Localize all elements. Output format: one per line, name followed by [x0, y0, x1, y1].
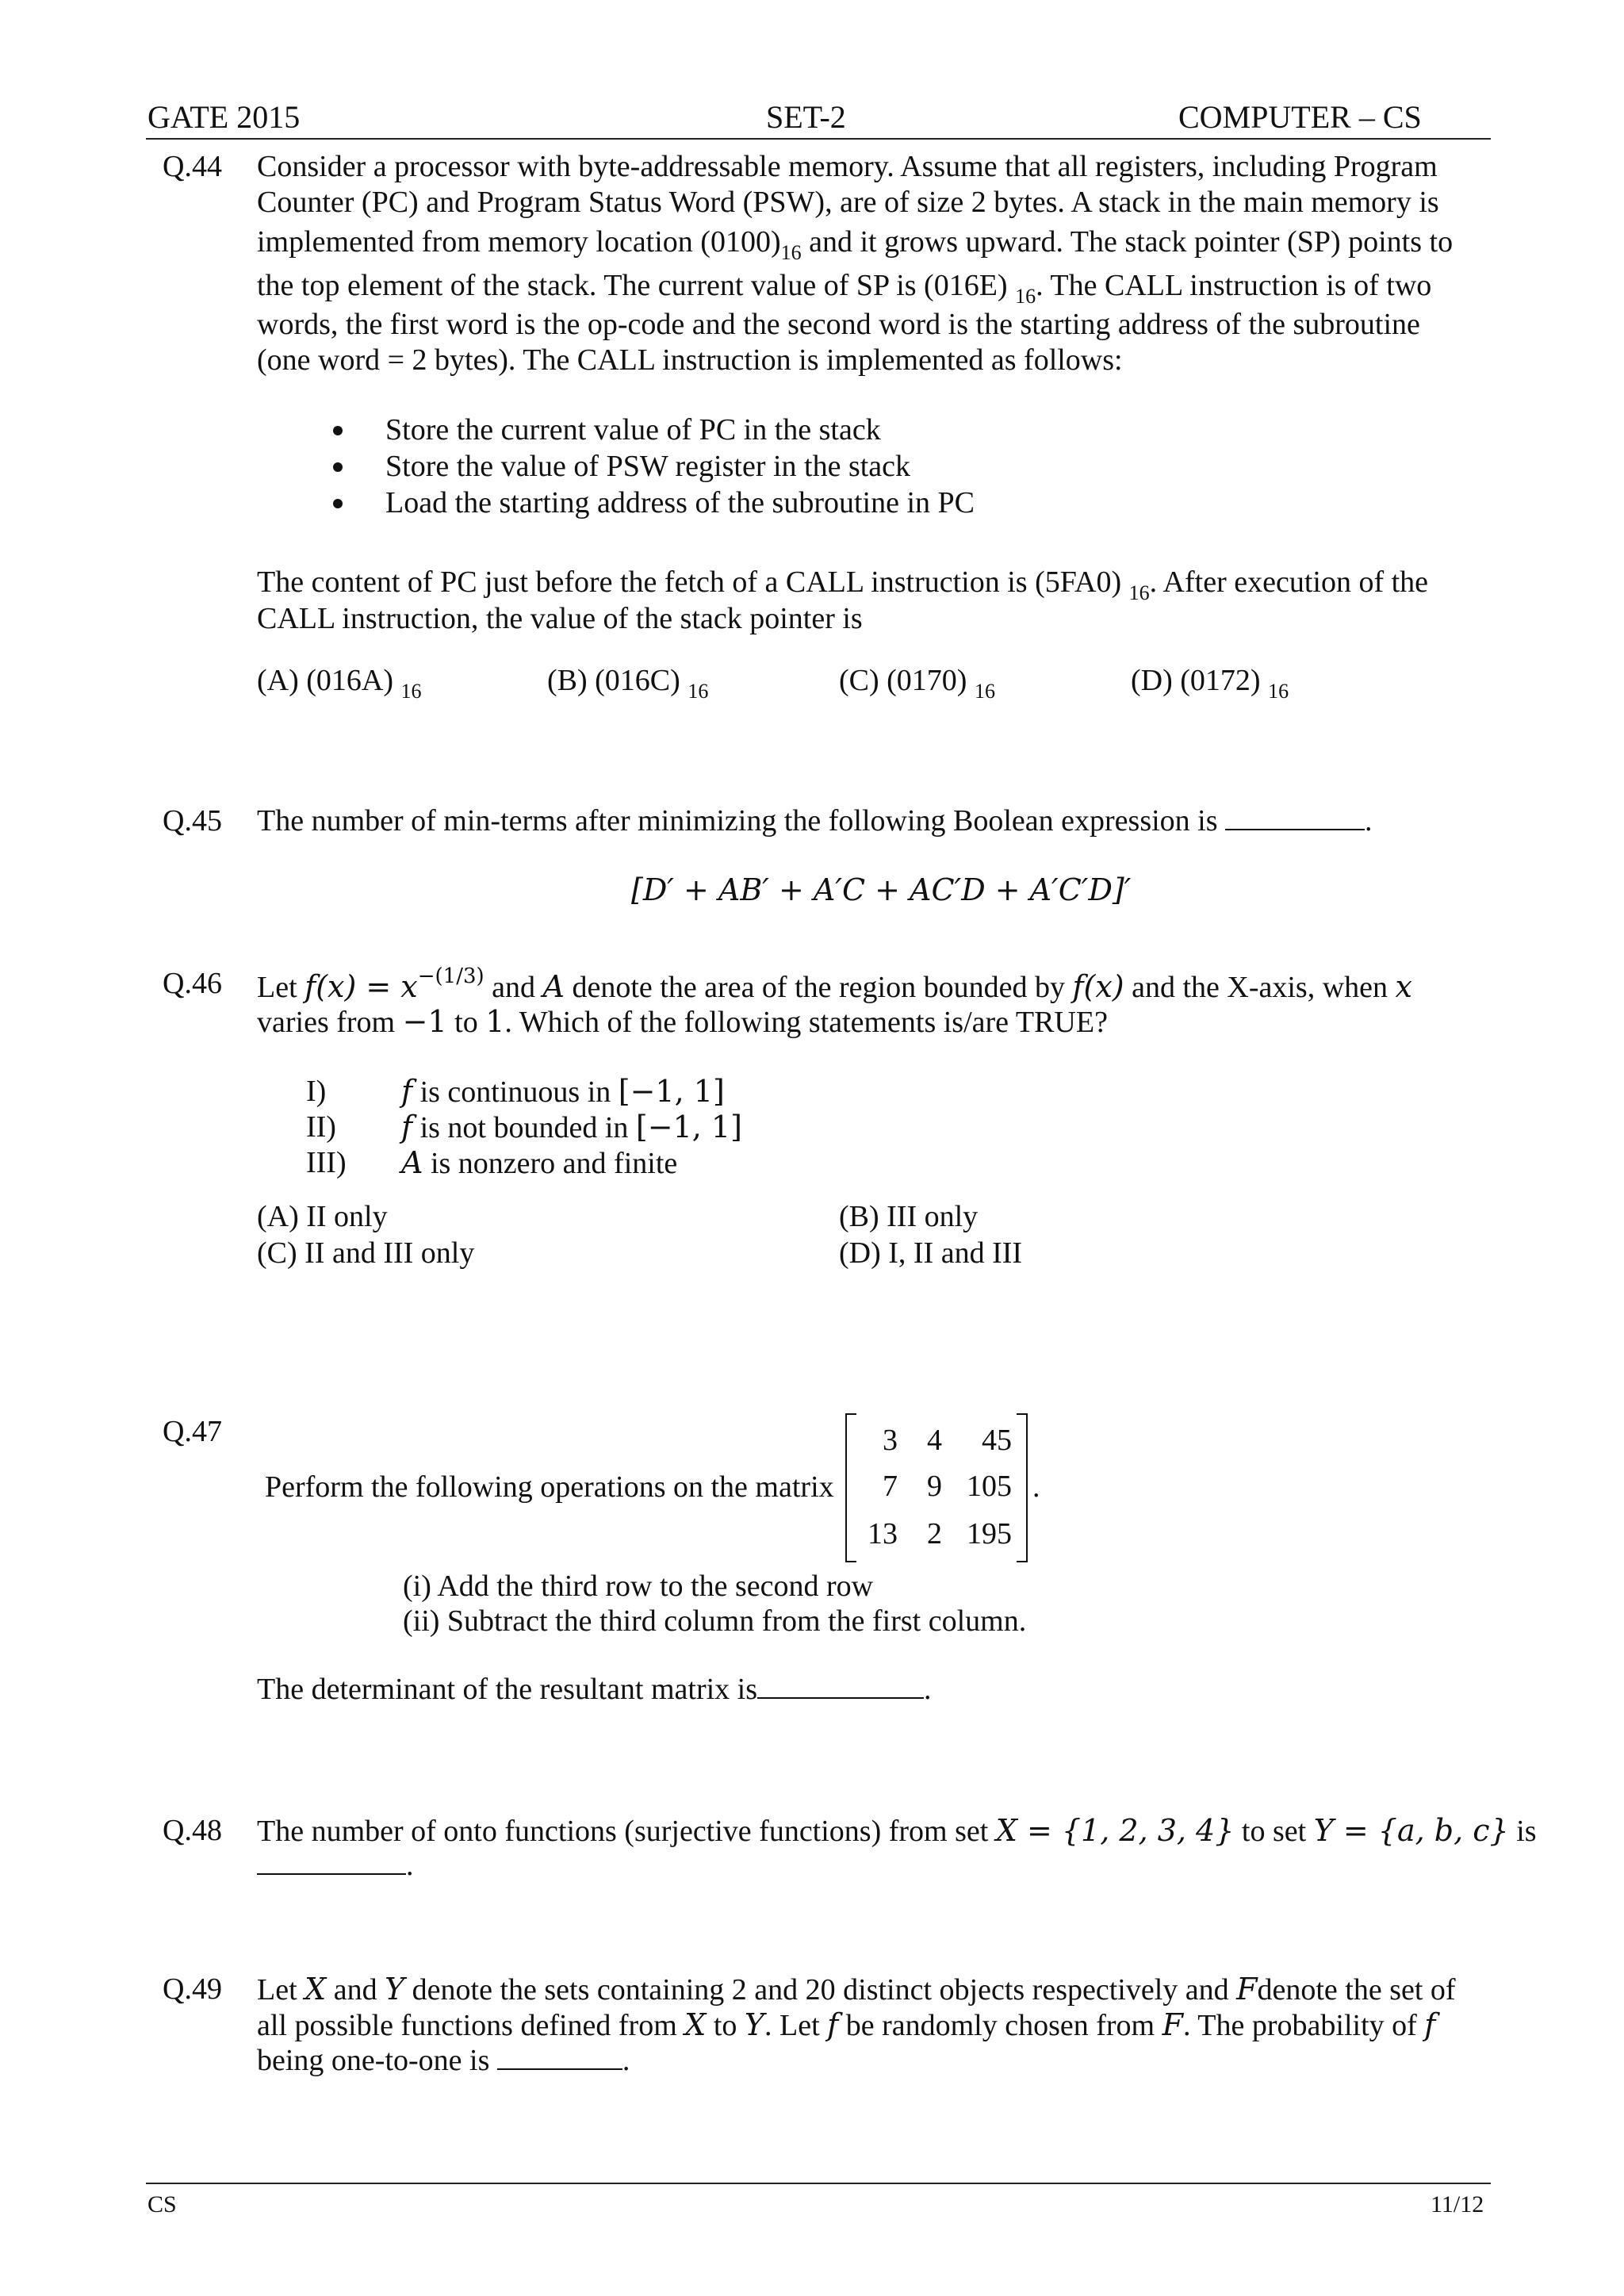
bullet-dot: [333, 462, 343, 472]
q45-text: The number of min-terms after minimizing the following Boolean expression is .: [257, 804, 1373, 838]
matrix-right-bracket: [1017, 1413, 1028, 1562]
q44-option-a: (A) (016A) $_{16}$: [257, 664, 422, 703]
matrix-cell: 2: [927, 1517, 942, 1550]
q46-statement-3: A is nonzero and finite: [401, 1145, 678, 1180]
matrix-cell: 4: [927, 1424, 942, 1457]
q47-op-2: (ii) Subtract the third column from the first column.: [403, 1604, 1027, 1638]
q48-line-1: The number of onto functions (surjective functions) from set X = {1, 2, 3, 4} to set Y = {a, b, c} is: [257, 1813, 1537, 1848]
q44-line-2: Counter (PC) and Program Status Word (PSW), are of size 2 bytes. A stack in the main memory is: [257, 186, 1439, 219]
q47-lead-text: Perform the following operations on the matrix: [265, 1470, 834, 1504]
q44-number: Q.44: [163, 150, 222, 183]
q48-line-2: .: [257, 1848, 414, 1884]
q49-number: Q.49: [163, 1972, 222, 2006]
q44-line-3: implemented from memory location $(0100)_{16}$ and it grows upward. The stack pointer (SP) points to: [257, 225, 1454, 264]
q46-statement-1: f is continuous in [−1, 1]: [401, 1074, 725, 1109]
q44-line-5: words, the first word is the op-code and the second word is the starting address of the subroutine: [257, 308, 1420, 341]
page-number: 11/12: [1431, 2191, 1484, 2217]
q46-line-1: Let $f(x) = x^{-(1/3)}$ and A denote the area of the region bounded by f(x) and the X-axis, when x: [257, 964, 1412, 1004]
q47-matrix: [845, 1413, 1028, 1559]
q46-statement-2-roman: II): [306, 1110, 336, 1144]
q47-number: Q.47: [163, 1415, 222, 1448]
q46-statement-2: f is not bounded in [−1, 1]: [401, 1110, 742, 1144]
q45-expression: [D′ + AB′ + A′C + AC′D + A′C′D]′: [631, 872, 1132, 907]
q46-statement-3-roman: III): [306, 1146, 347, 1179]
bullet-dot: [333, 499, 343, 508]
q46-number: Q.46: [163, 967, 222, 1000]
matrix-cell: 13: [868, 1517, 898, 1550]
header-set: SET-2: [766, 99, 846, 135]
bullet-dot: [333, 426, 343, 435]
footer-rule: [146, 2183, 1491, 2184]
q47-period: .: [1032, 1470, 1040, 1504]
q44-line-1: Consider a processor with byte-addressable memory. Assume that all registers, including Program: [257, 150, 1438, 183]
q44-option-c: (C) (0170) $_{16}$: [839, 664, 995, 703]
header-rule: [146, 138, 1491, 140]
q46-line-2: varies from −1 to 1. Which of the following statements is/are TRUE?: [257, 1004, 1108, 1039]
footer-subject-code: CS: [147, 2191, 177, 2217]
answer-blank: [1225, 803, 1365, 830]
matrix-cell: 195: [967, 1517, 1012, 1550]
q47-op-1: (i) Add the third row to the second row: [403, 1570, 874, 1603]
q47-final: The determinant of the resultant matrix is .: [257, 1673, 932, 1706]
header-subject: COMPUTER – CS: [1178, 99, 1422, 135]
answer-blank: [497, 2043, 622, 2070]
q46-option-b: (B) III only: [839, 1200, 979, 1233]
q44-line-4: the top element of the stack. The current value of SP is (016E) $_{16}$. The CALL instruction is of two: [257, 269, 1432, 308]
q46-option-c: (C) II and III only: [257, 1236, 475, 1270]
exam-page: GATE 2015 SET-2 COMPUTER – CS Q.44 Consider a processor with byte-addressable memory. Assume that all registers, including Program Counter (PC) and Program Status Word (PSW), are of size 2 bytes. A stack in the main memory is implemented from memory location $(0100)_{16}$ and it grows upward. The stack pointer (SP) points to the top element of the stack. The current value of SP is (016E) $_{16}$. The CALL instruction is of two words, the first word is the op-code and the second word is the starting address of the subroutine (one word = 2 bytes). The CALL instruction is implemented as follows: Store the current value of PC in the stack Store the value of PSW register in the stack Load the starting address of the subroutine in PC The content of PC just before the fetch of a CALL instruction is (5FA0) $_{16}$. After execution of the CALL instruction, the value of the stack pointer is (A) (016A) $_{16}$ (B) (016C) $_{16}$ (C) (0170) $_{16}$ (D) (0172) $_{16}$ Q.45 The number of min-terms after minimizing the following Boolean expression is . [D′ + AB′ + A′C + AC′D + A′C′D]′ Q.46 Let $f(x) = x^{-(1/3)}$ and A denote the area of the region bounded by f(x) and the X-axis, when x varies from −1 to 1. Which of the following statements is/are TRUE? I) f is continuous in [−1, 1] II) f is not bounded in [−1, 1] III) A is nonzero and finite (A) II only (B) III only (C) II and III only (D) I, II and III Q.47 Perform the following operations on the matrix 3 4 45 7 9 105 13 2 195 . (i) Add the third row to the second row (ii) Subtract the third column from the first column. The determinant of the resultant matrix is . Q.48 The number of onto functions (surjective functions) from set X = {1, 2, 3, 4} to set Y = {a, b, c} is . Q.49 Let X and Y denote the sets containing 2 and 20 distinct objects respectively and Fdenote the set of all possible functions defined from X to Y. Let f be randomly chosen from F. The probability of f being one-to-one is . CS 11/12: [147, 99, 1537, 2217]
q48-number: Q.48: [163, 1814, 222, 1847]
q45-number: Q.45: [163, 804, 222, 838]
matrix-cell: 45: [982, 1424, 1012, 1457]
q44-option-d: (D) (0172) $_{16}$: [1131, 664, 1289, 703]
q49-line-3: being one-to-one is .: [257, 2044, 630, 2077]
header-exam-name: GATE 2015: [147, 99, 301, 135]
q46-statement-1-roman: I): [306, 1075, 327, 1108]
matrix-left-bracket: [845, 1413, 856, 1562]
matrix-cell: 3: [883, 1424, 898, 1457]
q49-line-1: Let X and Y denote the sets containing 2 and 20 distinct objects respectively and Fdenote the set of: [257, 1972, 1456, 2007]
matrix-cell: 9: [927, 1470, 942, 1503]
q44-line-7: The content of PC just before the fetch of a CALL instruction is (5FA0) $_{16}$. After execution of the: [257, 565, 1429, 604]
q44-option-b: (B) (016C) $_{16}$: [547, 664, 709, 703]
answer-blank: [257, 1848, 406, 1875]
q46-option-a: (A) II only: [257, 1200, 388, 1233]
matrix-cell: 7: [883, 1470, 898, 1503]
q44-line-8: CALL instruction, the value of the stack pointer is: [257, 602, 863, 635]
matrix-cell: 105: [967, 1470, 1012, 1503]
q46-option-d: (D) I, II and III: [839, 1236, 1023, 1270]
q44-line-6: (one word = 2 bytes). The CALL instruction is implemented as follows:: [257, 343, 1123, 377]
answer-blank: [757, 1672, 924, 1699]
q49-line-2: all possible functions defined from X to Y. Let f be randomly chosen from F. The probability of f: [257, 2007, 1436, 2042]
